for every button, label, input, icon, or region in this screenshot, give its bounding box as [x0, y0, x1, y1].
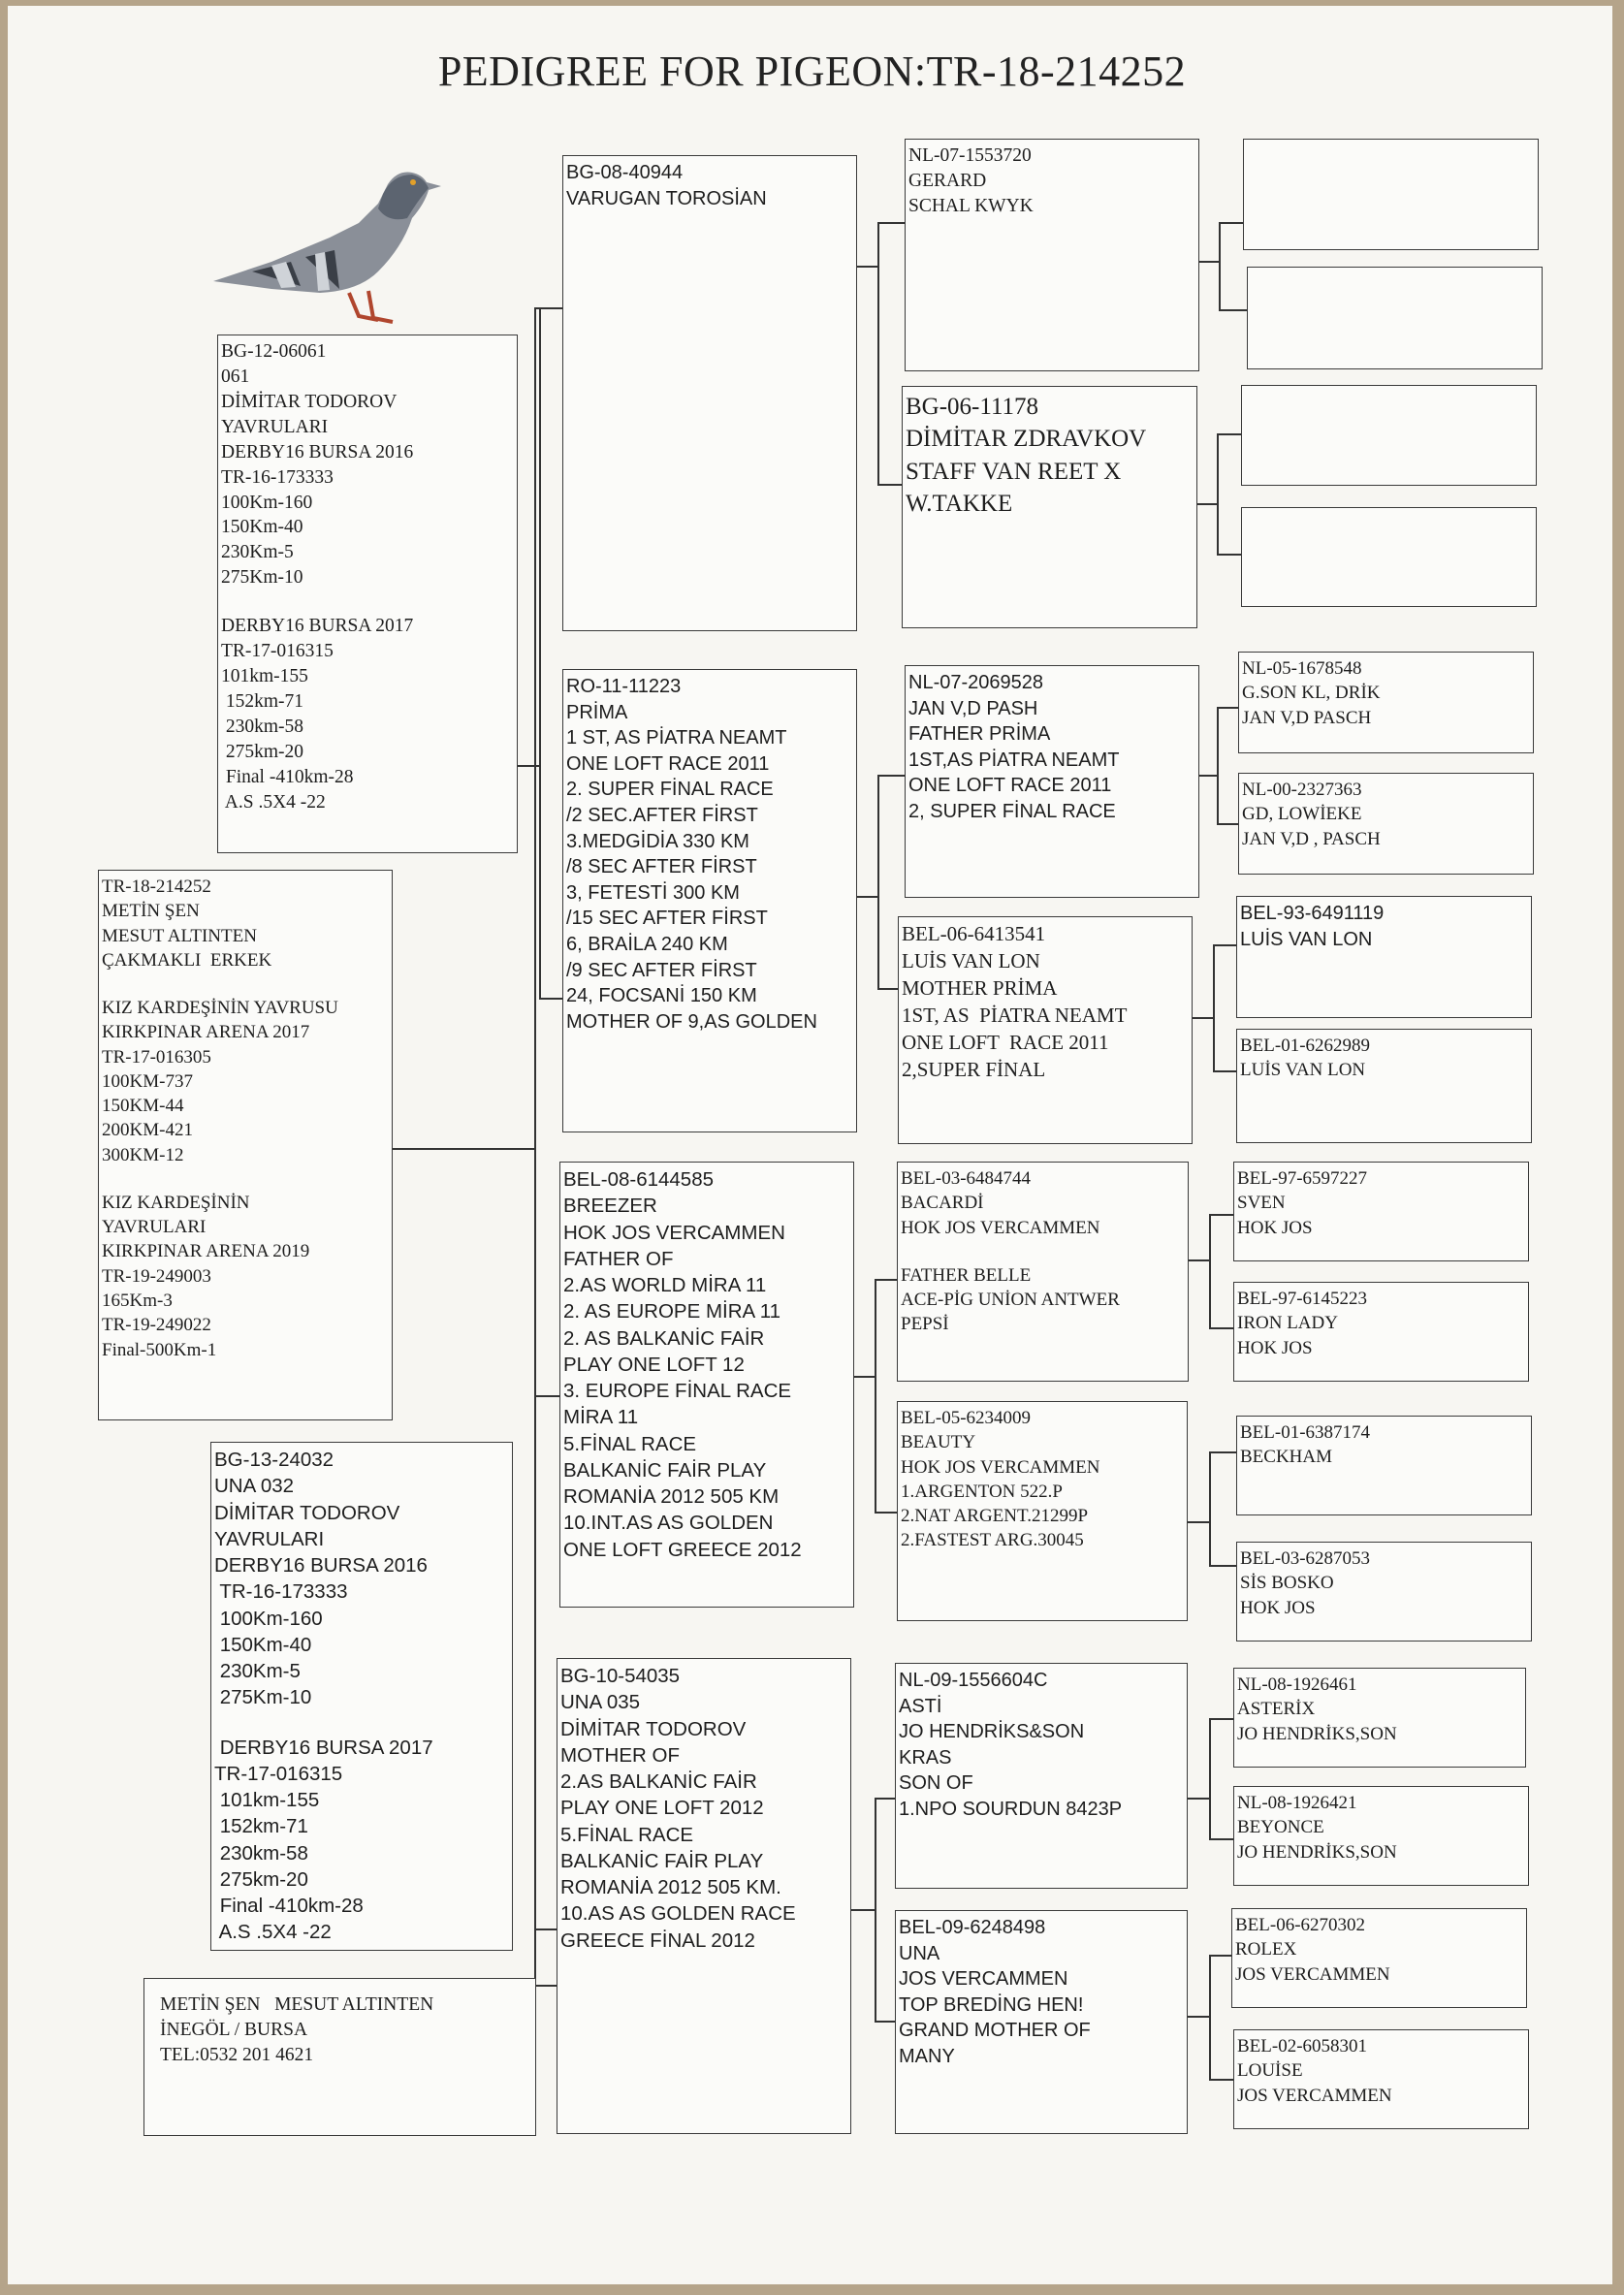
- pedigree-line: STAFF VAN REET X: [906, 458, 1122, 485]
- sire-dam-box: [562, 669, 857, 1132]
- pedigree-line: 5.FİNAL RACE: [563, 1432, 697, 1455]
- pedigree-line: ONE LOFT RACE 2011: [908, 775, 1112, 797]
- pedigree-line: 3.MEDGİDİA 330 KM: [566, 830, 749, 852]
- pedigree-line: 24, FOCSANİ 150 KM: [566, 985, 757, 1007]
- pedigree-line: TOP BREDİNG HEN!: [899, 1993, 1084, 2016]
- connector-ddd: [1187, 1956, 1233, 2080]
- spacer: [214, 1711, 508, 1735]
- pedigree-line: JO HENDRİKS,SON: [1237, 1841, 1397, 1863]
- pedigree-line: ONE LOFT RACE 2011: [566, 752, 770, 775]
- pedigree-line: 100Km-160: [221, 492, 313, 513]
- pedigree-line: 3, FETESTİ 300 KM: [566, 881, 740, 904]
- spacer: [102, 1167, 388, 1191]
- pedigree-line: MOTHER OF: [560, 1743, 680, 1767]
- ring-number: BEL-03-6484744: [901, 1168, 1032, 1189]
- pedigree-line: 1.NPO SOURDUN 8423P: [899, 1798, 1123, 1820]
- ring-number: TR-18-214252: [102, 877, 211, 897]
- spacer: [102, 972, 388, 996]
- pedigree-line: DERBY16 BURSA 2017: [214, 1736, 433, 1759]
- connector-ss: [853, 223, 905, 485]
- pedigree-line: MOTHER OF 9,AS GOLDEN: [566, 1010, 817, 1033]
- pedigree-line: 2. SUPER FİNAL RACE: [566, 779, 774, 801]
- pedigree-line: JAN V,D PASCH: [1242, 707, 1372, 728]
- pedigree-line: TEL:0532 201 4621: [160, 2044, 314, 2065]
- pedigree-line: 061: [221, 366, 250, 387]
- pedigree-line: 230Km-5: [214, 1660, 301, 1682]
- ss-dam-box: [902, 386, 1197, 628]
- pedigree-line: A.S .5X4 -22: [214, 1921, 332, 1944]
- sds-dam-box: [1238, 773, 1534, 875]
- pedigree-line: 100KM-737: [102, 1070, 193, 1092]
- pedigree-line: 275km-20: [221, 741, 304, 762]
- pedigree-line: 150KM-44: [102, 1096, 184, 1117]
- dam-dam-box: [557, 1658, 851, 2134]
- pedigree-line: YAVRULARI: [102, 1217, 207, 1238]
- pedigree-line: SCHAL KWYK: [908, 195, 1034, 216]
- pedigree-line: HOK JOS: [1240, 1597, 1316, 1618]
- pedigree-line: 152km-71: [221, 690, 304, 712]
- pedigree-line: Final-500Km-1: [102, 1339, 217, 1360]
- ring-number: RO-11-11223: [566, 676, 682, 697]
- pedigree-line: PLAY ONE LOFT 12: [563, 1353, 745, 1376]
- pedigree-line: GREECE FİNAL 2012: [560, 1928, 755, 1952]
- pedigree-line: YAVRULARI: [221, 416, 329, 437]
- pedigree-line: 1.ARGENTON 522.P: [901, 1481, 1063, 1502]
- ring-number: BG-06-11178: [906, 394, 1039, 420]
- pedigree-line: JO HENDRİKS&SON: [899, 1721, 1085, 1743]
- pedigree-line: 2. AS BALKANİC FAİR: [563, 1326, 765, 1350]
- ring-number: BG-12-06061: [221, 341, 327, 362]
- pedigree-line: JOS VERCAMMEN: [1237, 2085, 1392, 2106]
- pedigree-line: HOK JOS: [1237, 1337, 1313, 1358]
- pedigree-line: 2.AS BALKANİC FAİR: [560, 1770, 757, 1793]
- pedigree-line: PRİMA: [566, 701, 628, 723]
- pedigree-line: 165Km-3: [102, 1290, 173, 1311]
- dd-sire-box: [895, 1663, 1188, 1889]
- pedigree-line: MESUT ALTINTEN: [102, 925, 257, 946]
- pedigree-line: 300KM-12: [102, 1144, 184, 1165]
- connector-sire: [518, 308, 562, 999]
- connector-sss: [1198, 223, 1247, 310]
- sd-sire-box: [905, 665, 1199, 898]
- connector-ds: [850, 1280, 899, 1513]
- pedigree-line: PLAY ONE LOFT 2012: [560, 1797, 764, 1820]
- sds-sire-box: [1238, 652, 1534, 753]
- dsd-sire-box: [1236, 1416, 1532, 1515]
- connector-sdd: [1192, 945, 1236, 1071]
- sd-dam-box: [898, 916, 1193, 1144]
- pedigree-line: İNEGÖL / BURSA: [160, 2019, 308, 2040]
- pedigree-line: BALKANİC FAİR PLAY: [560, 1849, 764, 1872]
- pedigree-line: HOK JOS VERCAMMEN: [901, 1456, 1100, 1478]
- pedigree-line: GRAND MOTHER OF: [899, 2020, 1091, 2042]
- pedigree-line: 5.FİNAL RACE: [560, 1823, 694, 1846]
- pedigree-line: LOUİSE: [1237, 2060, 1303, 2082]
- ring-number: NL-08-1926461: [1237, 1674, 1357, 1695]
- page-title: PEDIGREE FOR PIGEON:TR-18-214252: [437, 48, 1187, 95]
- ds-dam-box: [897, 1401, 1188, 1621]
- sss-sire-box: [1243, 139, 1539, 250]
- pedigree-line: DERBY16 BURSA 2017: [221, 616, 414, 637]
- pedigree-line: TR-19-249022: [102, 1315, 211, 1336]
- pedigree-line: /9 SEC AFTER FİRST: [566, 959, 757, 981]
- connector-ssd: [1196, 434, 1241, 555]
- connector-dds: [1187, 1719, 1233, 1839]
- pedigree-line: DERBY16 BURSA 2016: [214, 1554, 428, 1577]
- ds-sire-box: [897, 1162, 1189, 1382]
- pedigree-line: FATHER OF: [563, 1247, 674, 1270]
- pedigree-line: 1ST,AS PİATRA NEAMT: [908, 749, 1120, 771]
- pedigree-line: 2,SUPER FİNAL: [902, 1057, 1046, 1081]
- pedigree-line: SVEN: [1237, 1193, 1286, 1214]
- dds-dam-box: [1233, 1786, 1529, 1886]
- pedigree-line: 275km-20: [214, 1867, 308, 1891]
- subject-box: [98, 870, 393, 1420]
- ring-number: BEL-06-6413541: [902, 922, 1046, 945]
- ring-number: BEL-01-6262989: [1240, 1036, 1371, 1056]
- ddd-dam-box: [1233, 2029, 1529, 2129]
- pedigree-line: PEPSİ: [901, 1314, 949, 1335]
- pedigree-line: TR-17-016305: [102, 1046, 211, 1068]
- pedigree-line: LUİS VAN LON: [1240, 928, 1373, 950]
- pedigree-line: 1 ST, AS PİATRA NEAMT: [566, 727, 787, 749]
- ring-number: BEL-97-6597227: [1237, 1168, 1368, 1189]
- pedigree-line: /15 SEC AFTER FİRST: [566, 908, 768, 930]
- dss-sire-box: [1233, 1162, 1529, 1261]
- pedigree-line: 230km-58: [214, 1841, 308, 1865]
- connector-dd: [850, 1799, 897, 2022]
- pedigree-line: ROMANİA 2012 505 KM: [563, 1485, 780, 1508]
- dds-sire-box: [1233, 1668, 1526, 1768]
- ring-number: NL-09-1556604C: [899, 1670, 1048, 1691]
- pedigree-line: ROLEX: [1235, 1939, 1297, 1960]
- ring-number: BG-13-24032: [214, 1449, 334, 1471]
- dss-dam-box: [1233, 1282, 1529, 1382]
- ring-number: BEL-09-6248498: [899, 1917, 1046, 1938]
- pedigree-line: DERBY16 BURSA 2016: [221, 441, 414, 462]
- pedigree-line: JOS VERCAMMEN: [1235, 1963, 1390, 1985]
- ddd-sire-box: [1231, 1908, 1527, 2008]
- pedigree-line: ACE-PİG UNİON ANTWER: [901, 1290, 1120, 1311]
- pedigree-line: VARUGAN TOROSİAN: [566, 187, 767, 209]
- pedigree-line: 150Km-40: [221, 517, 303, 538]
- pigeon-icon: [213, 165, 456, 330]
- pedigree-line: 200KM-421: [102, 1120, 193, 1141]
- pedigree-line: 2. AS EUROPE MİRA 11: [563, 1300, 781, 1323]
- pedigree-line: 2.AS WORLD MİRA 11: [563, 1274, 767, 1296]
- ring-number: NL-07-2069528: [908, 672, 1043, 693]
- pedigree-line: BEAUTY: [901, 1432, 976, 1453]
- pedigree-line: 101km-155: [214, 1789, 320, 1811]
- pedigree-line: HOK JOS VERCAMMEN: [901, 1217, 1100, 1238]
- pedigree-line: ÇAKMAKLI ERKEK: [102, 949, 272, 971]
- pedigree-line: 1ST, AS PİATRA NEAMT: [902, 1003, 1128, 1027]
- spacer: [221, 590, 513, 614]
- pedigree-line: HOK JOS VERCAMMEN: [563, 1221, 785, 1244]
- pedigree-line: JO HENDRİKS,SON: [1237, 1723, 1397, 1744]
- ssd-dam-box: [1241, 507, 1537, 607]
- connector-dss: [1188, 1215, 1233, 1328]
- ring-number: BEL-93-6491119: [1240, 903, 1385, 924]
- ring-number: BEL-02-6058301: [1237, 2036, 1368, 2056]
- pedigree-line: 230km-58: [221, 716, 304, 737]
- pedigree-line: FATHER PRİMA: [908, 723, 1051, 746]
- ring-number: NL-08-1926421: [1237, 1793, 1357, 1813]
- pedigree-line: DİMİTAR TODOROV: [221, 391, 398, 412]
- pedigree-line: FATHER BELLE: [901, 1264, 1032, 1286]
- pedigree-line: 100Km-160: [214, 1607, 323, 1630]
- pedigree-line: ROMANİA 2012 505 KM.: [560, 1876, 781, 1898]
- pedigree-line: KIZ KARDEŞİNİN YAVRUSU: [102, 998, 338, 1019]
- pedigree-line: 275Km-10: [214, 1686, 312, 1709]
- pedigree-line: SON OF: [899, 1772, 973, 1795]
- pedigree-line: HOK JOS: [1237, 1217, 1313, 1238]
- pedigree-line: 275Km-10: [221, 567, 303, 589]
- ring-number: NL-00-2327363: [1242, 780, 1362, 800]
- pedigree-line: DİMİTAR TODOROV: [214, 1501, 400, 1524]
- pedigree-line: KIRKPINAR ARENA 2017: [102, 1022, 310, 1043]
- ring-number: BEL-08-6144585: [563, 1168, 715, 1191]
- pedigree-line: IRON LADY: [1237, 1313, 1338, 1334]
- owner-info-box: [143, 1978, 536, 2136]
- pedigree-line: JAN V,D , PASCH: [1242, 828, 1381, 849]
- sdd-sire-box: [1236, 896, 1532, 1018]
- pedigree-line: BREEZER: [563, 1195, 657, 1218]
- pedigree-line: 3. EUROPE FİNAL RACE: [563, 1380, 792, 1402]
- pedigree-line: TR-16-173333: [214, 1580, 348, 1604]
- ssd-sire-box: [1241, 385, 1537, 486]
- dam-sire-box: [559, 1162, 854, 1608]
- pedigree-line: 6, BRAİLA 240 KM: [566, 933, 728, 955]
- pedigree-line: LUİS VAN LON: [1240, 1060, 1366, 1081]
- pedigree-line: MOTHER PRİMA: [902, 975, 1058, 1000]
- ss-sire-box: [905, 139, 1199, 371]
- pedigree-line: /8 SEC AFTER FİRST: [566, 856, 757, 878]
- pedigree-line: 152km-71: [214, 1815, 308, 1838]
- pedigree-line: MİRA 11: [563, 1406, 639, 1429]
- pedigree-line: ASTERİX: [1237, 1699, 1316, 1720]
- pedigree-line: KRAS: [899, 1746, 952, 1769]
- ring-number: NL-05-1678548: [1242, 658, 1362, 679]
- pedigree-line: A.S .5X4 -22: [221, 791, 326, 813]
- pedigree-line: 10.INT.AS AS GOLDEN: [563, 1512, 774, 1535]
- pedigree-line: LUİS VAN LON: [902, 948, 1040, 972]
- dd-dam-box: [895, 1910, 1188, 2134]
- sdd-dam-box: [1236, 1029, 1532, 1143]
- dam-box: [210, 1442, 513, 1951]
- pedigree-line: TR-16-173333: [221, 466, 334, 488]
- pedigree-line: TR-17-016315: [214, 1762, 343, 1785]
- ring-number: METİN ŞEN MESUT ALTINTEN: [160, 1994, 434, 2015]
- pedigree-line: ONE LOFT GREECE 2012: [563, 1538, 802, 1561]
- pedigree-line: JAN V,D PASH: [908, 697, 1038, 719]
- connector-dsd: [1187, 1452, 1236, 1566]
- ring-number: BG-08-40944: [566, 162, 684, 183]
- pedigree-line: KIZ KARDEŞİNİN: [102, 1192, 250, 1213]
- sire-box: [217, 335, 518, 853]
- ring-number: NL-07-1553720: [908, 145, 1032, 166]
- pedigree-line: ASTİ: [899, 1695, 942, 1717]
- pedigree-line: Final -410km-28: [214, 1895, 364, 1917]
- ring-number: BEL-06-6270302: [1235, 1915, 1366, 1935]
- pedigree-line: TR-19-249003: [102, 1265, 211, 1287]
- pedigree-line: BECKHAM: [1240, 1447, 1333, 1468]
- pedigree-line: ONE LOFT RACE 2011: [902, 1030, 1109, 1054]
- pedigree-line: GERARD: [908, 170, 987, 191]
- pedigree-line: SİS BOSKO: [1240, 1573, 1334, 1594]
- pedigree-line: MANY: [899, 2045, 955, 2067]
- ring-number: BEL-05-6234009: [901, 1408, 1032, 1428]
- ring-number: BEL-01-6387174: [1240, 1422, 1371, 1443]
- dsd-dam-box: [1236, 1542, 1532, 1642]
- ring-number: BEL-03-6287053: [1240, 1548, 1371, 1569]
- pedigree-line: W.TAKKE: [906, 490, 1013, 517]
- sss-dam-box: [1247, 267, 1543, 369]
- connector-dam: [512, 1396, 559, 1986]
- pedigree-line: 101km-155: [221, 666, 308, 687]
- pedigree-line: BACARDİ: [901, 1193, 984, 1214]
- pedigree-line: UNA: [899, 1942, 940, 1964]
- ring-number: BEL-97-6145223: [1237, 1289, 1368, 1309]
- pedigree-line: METİN ŞEN: [102, 901, 200, 922]
- pedigree-line: 2, SUPER FİNAL RACE: [908, 800, 1116, 822]
- pedigree-line: GD, LOWİEKE: [1242, 804, 1362, 825]
- pedigree-line: 2.FASTEST ARG.30045: [901, 1530, 1084, 1551]
- pedigree-line: DİMİTAR TODOROV: [560, 1717, 747, 1740]
- pedigree-line: BEYONCE: [1237, 1817, 1324, 1838]
- ring-number: BG-10-54035: [560, 1665, 681, 1687]
- connector-sds: [1198, 708, 1238, 824]
- pedigree-line: TR-17-016315: [221, 641, 334, 662]
- pedigree-line: DİMİTAR ZDRAVKOV: [906, 426, 1147, 453]
- spacer: [901, 1240, 1184, 1263]
- pedigree-line: 230Km-5: [221, 542, 294, 563]
- pedigree-line: UNA 035: [560, 1691, 641, 1714]
- pedigree-line: /2 SEC.AFTER FİRST: [566, 804, 758, 826]
- pedigree-line: 10.AS AS GOLDEN RACE: [560, 1902, 796, 1926]
- pedigree-line: YAVRULARI: [214, 1527, 325, 1550]
- pedigree-line: 2.NAT ARGENT.21299P: [901, 1506, 1089, 1527]
- pedigree-line: Final -410km-28: [221, 766, 354, 787]
- pedigree-line: KIRKPINAR ARENA 2019: [102, 1241, 310, 1262]
- pedigree-line: UNA 032: [214, 1475, 295, 1498]
- pedigree-line: BALKANİC FAİR PLAY: [563, 1458, 767, 1482]
- pedigree-line: JOS VERCAMMEN: [899, 1968, 1068, 1991]
- pedigree-line: 150Km-40: [214, 1633, 312, 1656]
- sire-sire-box: [562, 155, 857, 631]
- pedigree-line: G.SON KL, DRİK: [1242, 683, 1381, 704]
